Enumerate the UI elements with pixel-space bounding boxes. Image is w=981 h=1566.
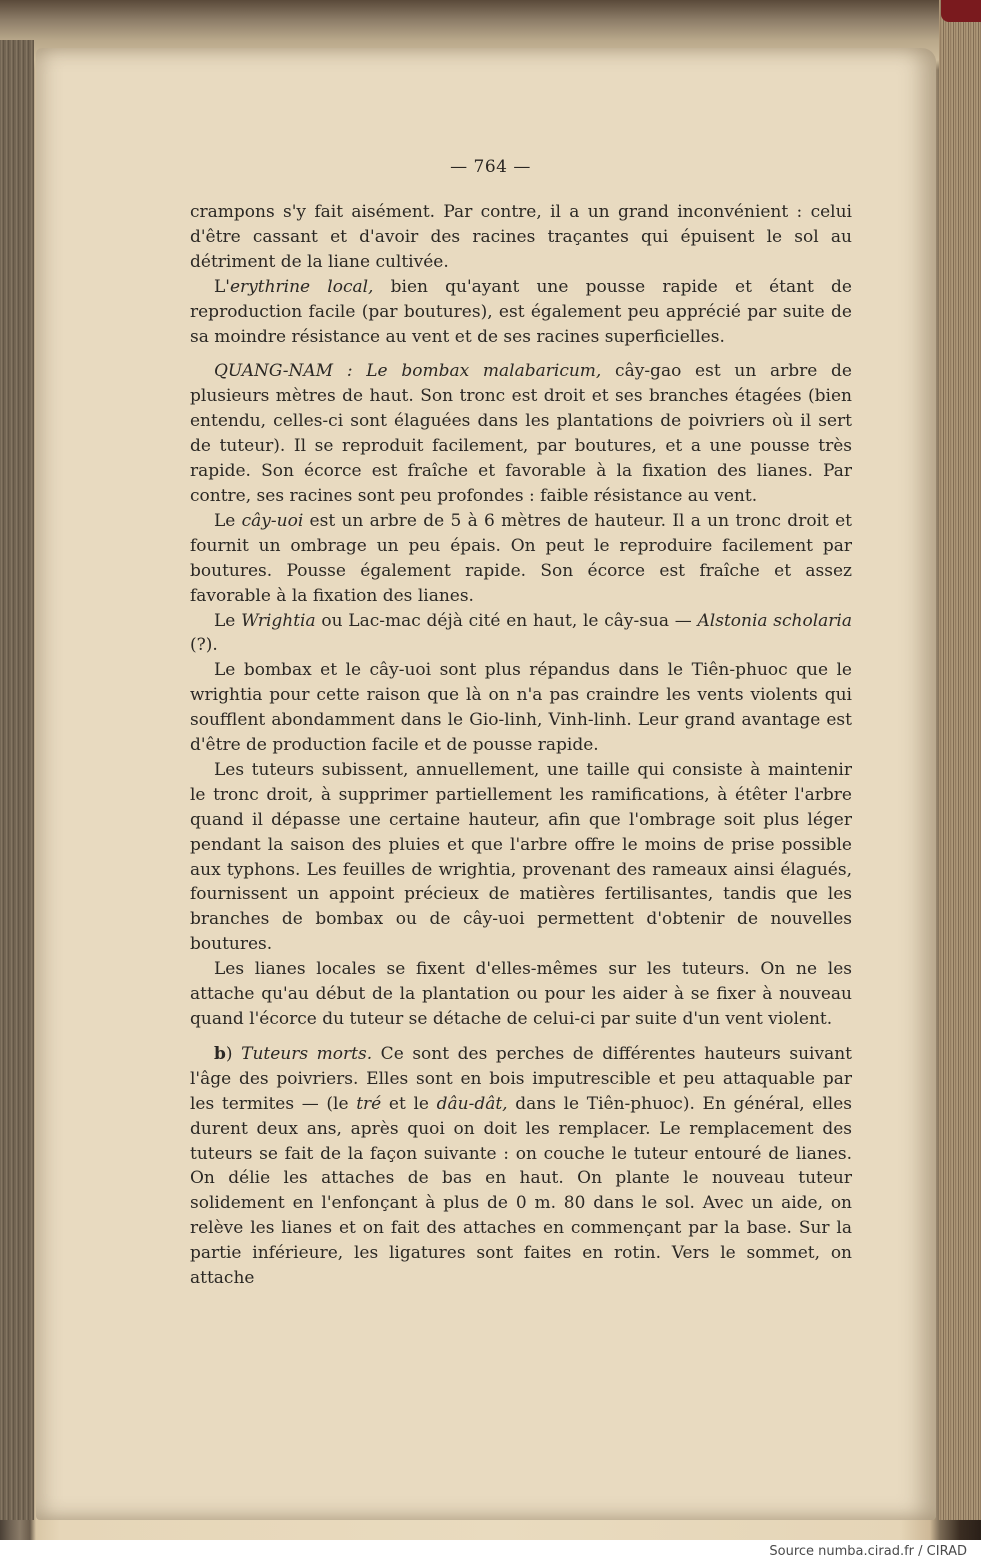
source-credit: Source numba.cirad.fr / CIRAD <box>769 1544 967 1559</box>
right-page-edges <box>939 0 981 1520</box>
heading-quang-nam: QUANG-NAM : Le bombax malabaricum, <box>214 361 602 382</box>
paragraph-1: crampons s'y fait aisément. Par contre, il a un grand inconvénient : celui d'être cassant et d'avoir des racines traçantes qui épuisent le sol au détriment de la liane cultivée. <box>190 202 852 272</box>
term-dau-dat: dâu-dât, <box>436 1093 508 1114</box>
heading-tuteurs-morts: Tuteurs morts. <box>241 1043 373 1064</box>
paragraph-tuteurs-morts: b) Tuteurs morts. Ce sont des perches de différentes hauteurs suivant l'âge des poivriers. Elles sont en bois imputrescible et peu attaquable par les termites — (le tré et le dâu-dât, dans le Tiên-phuoc). En général, elles durent deux ans, après quoi on doit les remplacer. Le remplacement des tuteurs se fait de la façon suivante : on couche le tuteur entouré de lianes. On délie les attaches de bas en haut. On plante le nouveau tuteur solidement en l'enfonçant à plus de 0 m. 80 dans le sol. Avec un aide, on relève les lianes et on fait des attaches en commençant par la base. Sur la partie inférieure, les ligatures sont faites en rotin. Vers le sommet, on attache <box>190 1043 852 1289</box>
paragraph-wrightia: Le Wrightia ou Lac-mac déjà cité en haut, le cây-sua — Alstonia scholaria (?). <box>190 610 852 656</box>
term-wrightia: Wrightia <box>241 610 316 631</box>
term-cay-uoi: cây-uoi <box>241 510 304 531</box>
page-number: — 764 — <box>450 157 531 177</box>
paragraph-quang-nam: QUANG-NAM : Le bombax malabaricum, cây-gao est un arbre de plusieurs mètres de haut. Son tronc est droit et ses branches étagées (bien entendu, celles-ci sont élaguées dans les plantations de poivriers où il sert de tuteur). Il se reproduit facilement, par boutures, et a une pousse très rapide. Son écorce est fraîche et favorable à la fixation des lianes. Par contre, ses racines sont peu profondes : faible résistance au vent. <box>190 361 852 506</box>
bookmark-ribbon <box>941 0 981 22</box>
paragraph-tuteurs-taille: Les tuteurs subissent, annuellement, une taille qui consiste à maintenir le tronc droit, à supprimer partiellement les ramifications, à étêter l'arbre quand il dépasse une certaine hauteur, afin que l'ombrage soit plus léger pendant la saison des pluies et que l'arbre offre le moins de prise possible aux typhons. Les feuilles de wrightia, provenant des rameaux ainsi élagués, fournissent un appoint précieux de matières fertilisantes, tandis que les branches de bombax ou de cây-uoi permettent d'obtenir de nouvelles boutures. <box>190 759 852 955</box>
paragraph-bombax: Le bombax et le cây-uoi sont plus répandus dans le Tiên-phuoc que le wrightia pour cette raison que là on n'a pas craindre les vents violents qui soufflent abondamment dans le Gio-linh, Vinh-linh. Leur grand avantage est d'être de production facile et de pousse rapide. <box>190 660 852 756</box>
paragraph-cay-uoi: Le cây-uoi est un arbre de 5 à 6 mètres de hauteur. Il a un tronc droit et fournit un ombrage un peu épais. On peut le reproduire facilement par boutures. Pousse également rapide. Son écorce est fraîche et assez favorable à la fixation des lianes. <box>190 510 852 606</box>
left-page-edges <box>0 40 34 1520</box>
paragraph-2: L'erythrine local, bien qu'ayant une pousse rapide et étant de reproduction facile (par boutures), est également peu apprécié par suite de sa moindre résistance au vent et de ses racines superficielles. <box>190 276 852 347</box>
section-letter-b: b <box>214 1043 226 1064</box>
paragraph-lianes-locales: Les lianes locales se fixent d'elles-mêmes sur les tuteurs. On ne les attache qu'au début de la plantation ou pour les aider à se fixer à nouveau quand l'écorce du tuteur se détache de celui-ci par suite d'un vent violent. <box>190 959 852 1029</box>
term-alstonia: Alstonia scholaria <box>697 610 852 631</box>
term-tre: tré <box>356 1093 382 1114</box>
term-erythrine: erythrine local, <box>229 276 374 297</box>
page-body <box>190 200 852 1291</box>
